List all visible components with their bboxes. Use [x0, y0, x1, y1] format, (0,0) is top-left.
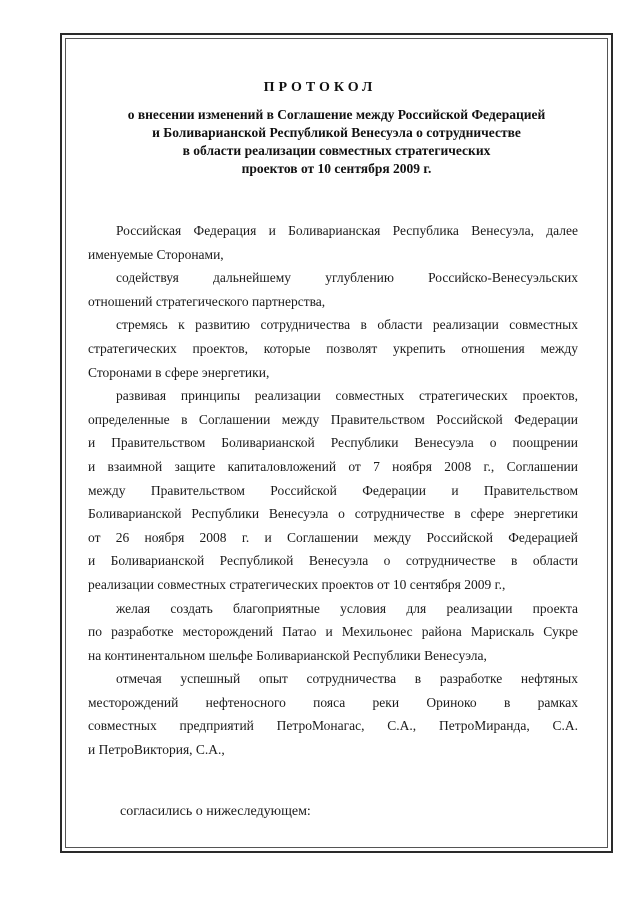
body-line: стратегических проектов, которые позволят укрепить отношения между	[88, 340, 578, 356]
body-line: и Боливарианской Республикой Венесуэла о сотрудничестве в области	[88, 553, 578, 569]
subtitle-line: проектов от 10 сентября 2009 г.	[241, 161, 432, 176]
subtitle-line: о внесении изменений в Соглашение между Российской Федерацией	[127, 107, 546, 122]
body-line: определенные в Соглашении между Правительством Российской Федерации	[88, 411, 578, 427]
body-line: между Правительством Российской Федерации и Правительством	[88, 482, 578, 498]
body-line: отношений стратегического партнерства,	[88, 293, 326, 309]
body-line: по разработке месторождений Патао и Мехильонес района Марискаль Сукре	[88, 624, 578, 640]
body-line: и взаимной защите капиталовложений от 7 ноября 2008 г., Соглашении	[88, 458, 578, 474]
body-line: стремясь к развитию сотрудничества в области реализации совместных	[116, 317, 578, 333]
body-line: и Правительством Боливарианской Республики Венесуэла о поощрении	[88, 435, 578, 451]
body-line: реализации совместных стратегических проектов от 10 сентября 2009 г.,	[88, 576, 506, 592]
body-line: отмечая успешный опыт сотрудничества в разработке нефтяных	[116, 671, 578, 687]
body-line: именуемые Сторонами,	[88, 246, 224, 262]
document-subtitle	[60, 106, 613, 178]
body-line: месторождений нефтеносного пояса реки Ориноко в рамках	[88, 694, 578, 710]
body-line: Российская Федерация и Боливарианская Республика Венесуэла, далее	[116, 223, 578, 238]
body-line: на континентальном шельфе Боливарианской Республики Венесуэла,	[88, 647, 487, 663]
body-line: развивая принципы реализации совместных стратегических проектов,	[116, 388, 578, 404]
document-title: ПРОТОКОЛ	[263, 80, 377, 95]
body-line: Сторонами в сфере энергетики,	[88, 364, 270, 380]
body-line: Боливарианской Республики Венесуэла о сотрудничестве в сфере энергетики	[88, 506, 578, 522]
closing-phrase: согласились о нижеследующем:	[120, 804, 311, 819]
subtitle-line: и Боливарианской Республикой Венесуэла о сотрудничестве	[152, 125, 521, 140]
body-line: от 26 ноября 2008 г. и Соглашении между Российской Федерацией	[88, 529, 578, 545]
body-line: желая создать благоприятные условия для реализации проекта	[116, 600, 578, 616]
subtitle-line: в области реализации совместных стратегических	[182, 143, 491, 158]
body-line: и ПетроВиктория, С.А.,	[88, 742, 225, 758]
document-body	[88, 219, 578, 762]
body-line: совместных предприятий ПетроМонагас, С.А., ПетроМиранда, С.А.	[88, 718, 578, 734]
body-line: содействуя дальнейшему углублению Российско-Венесуэльских	[116, 270, 578, 286]
